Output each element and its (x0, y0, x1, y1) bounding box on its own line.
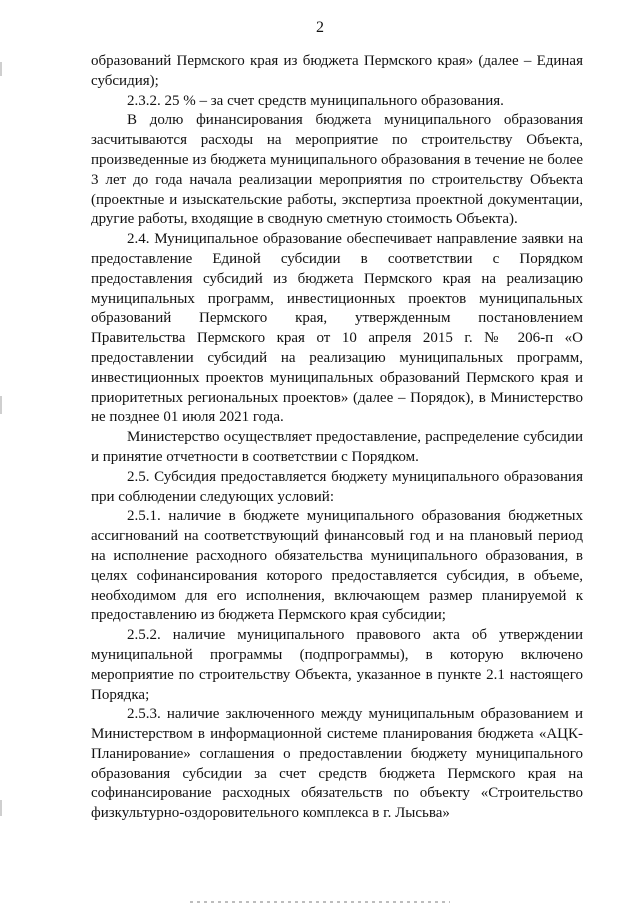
paragraph: образований Пермского края из бюджета Пермского края» (далее – Единая субсидия); (91, 53, 583, 89)
scan-edge-mark (0, 396, 2, 414)
scan-edge-mark (0, 800, 2, 816)
paragraph: 2.5.1. наличие в бюджете муниципального образования бюджетных ассигнований на соответствующий финансовый год и на плановый период на исполнение расходного обязательства муниципального образования, в целях софинансирования которого предоставляется субсидия, в объеме, необходимом для его исполнения, включающем размер планируемой к предоставлению из бюджета Пермского края субсидии; (91, 508, 583, 624)
scan-edge-mark (0, 62, 2, 76)
document-body (91, 52, 583, 824)
paragraph: Министерство осуществляет предоставление, распределение субсидии и принятие отчетности в соответствии с Порядком. (91, 429, 583, 465)
paragraph: 2.5.2. наличие муниципального правового акта об утверждении муниципальной программы (подпрограммы), в которую включено мероприятие по строительству Объекта, указанное в пункте 2.1 настоящего Порядка; (91, 627, 583, 703)
paragraph: 2.4. Муниципальное образование обеспечивает направление заявки на предоставление Единой субсидии в соответствии с Порядком предоставления субсидий из бюджета Пермского края на реализацию муниципальных программ, инвестиционных проектов муниципальных образований Пермского края, утвержденным постановлением Правительства Пермского края от 10 апреля 2015 г. № 206-п «О предоставлении субсидий на реализацию муниципальных программ, инвестиционных проектов муниципальных образований Пермского края и приоритетных региональных проектов» (далее – Порядок), в Министерство не позднее 01 июля 2021 года. (91, 231, 583, 426)
page-number: 2 (316, 19, 324, 36)
scan-bottom-edge (190, 901, 450, 903)
paragraph: 2.5.3. наличие заключенного между муниципальным образованием и Министерством в информационной системе планирования бюджета «АЦК-Планирование» соглашения о предоставлении бюджету муниципального образования субсидии за счет средств бюджета Пермского края на софинансирование расходных обязательств по объекту «Строительство физкультурно-оздоровительного комплекса в г. Лысьва» (91, 706, 583, 822)
paragraph: 2.3.2. 25 % – за счет средств муниципального образования. (127, 92, 504, 109)
paragraph: В долю финансирования бюджета муниципального образования засчитываются расходы на мероприятие по строительству Объекта, произведенные из бюджета муниципального образования в течение не более 3 лет до года начала реализации мероприятия по строительству Объекта (проектные и изыскательские работы, экспертиза проектной документации, другие работы, входящие в сводную сметную стоимость Объекта). (91, 112, 583, 228)
paragraph: 2.5. Субсидия предоставляется бюджету муниципального образования при соблюдении следующих условий: (91, 468, 583, 505)
